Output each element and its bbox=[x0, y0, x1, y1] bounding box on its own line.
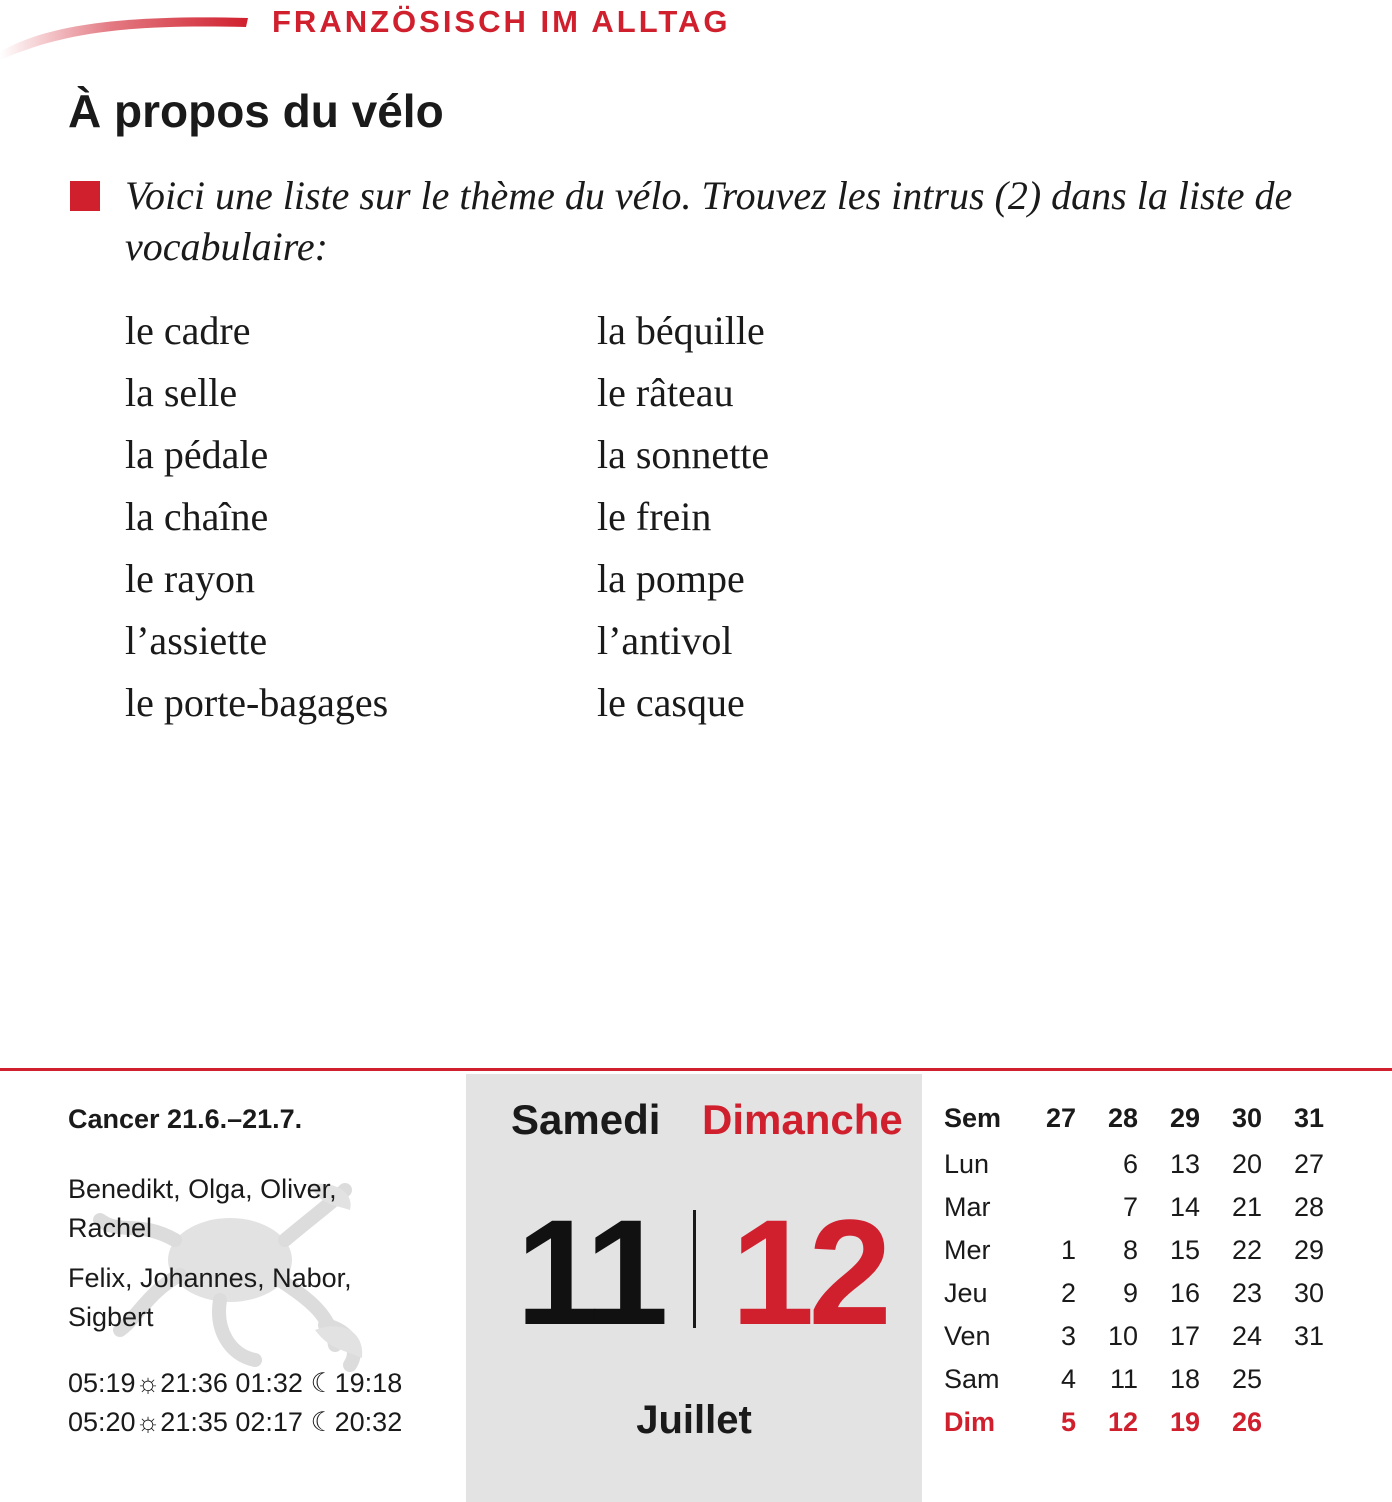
sun-moon-times-sunday: 05:20☼21:35 02:17 ☾20:32 bbox=[68, 1407, 403, 1437]
date-separator bbox=[693, 1210, 696, 1328]
calendar-day: 22 bbox=[1231, 1235, 1262, 1265]
calendar-day: 24 bbox=[1231, 1321, 1262, 1351]
week-label: Sem bbox=[944, 1103, 1002, 1133]
week-number: 28 bbox=[1107, 1103, 1138, 1133]
calendar-day: 28 bbox=[1293, 1192, 1324, 1222]
weekday-label: Sam bbox=[944, 1364, 1000, 1394]
vocab-item: l’assiette bbox=[125, 618, 268, 663]
calendar-row-friday bbox=[944, 1321, 1364, 1364]
calendar-day: 9 bbox=[1122, 1278, 1138, 1308]
mini-calendar bbox=[944, 1103, 1364, 1450]
weekday-label: Mar bbox=[944, 1192, 991, 1222]
vocab-list-left bbox=[125, 305, 388, 739]
header-swoosh bbox=[0, 0, 260, 60]
calendar-day: 29 bbox=[1293, 1235, 1324, 1265]
calendar-row-sunday bbox=[944, 1407, 1364, 1450]
weekday-label: Ven bbox=[944, 1321, 991, 1351]
calendar-day: 11 bbox=[1109, 1364, 1138, 1394]
name-days-sunday: Felix, Johannes, Nabor, Sigbert bbox=[68, 1263, 352, 1332]
calendar-day: 2 bbox=[1060, 1278, 1076, 1308]
calendar-day: 14 bbox=[1169, 1192, 1200, 1222]
week-number: 31 bbox=[1293, 1103, 1324, 1133]
week-number: 30 bbox=[1231, 1103, 1262, 1133]
calendar-day: 23 bbox=[1231, 1278, 1262, 1308]
calendar-day: 18 bbox=[1169, 1364, 1200, 1394]
vocab-item: le râteau bbox=[597, 370, 734, 415]
page-title: À propos du vélo bbox=[68, 85, 444, 137]
vocab-item: la selle bbox=[125, 370, 238, 415]
exercise-instruction: Voici une liste sur le thème du vélo. Trouvez les intrus (2) dans la liste de vocabulaire: bbox=[125, 173, 1293, 269]
calendar-day: 4 bbox=[1060, 1364, 1076, 1394]
calendar-row-monday bbox=[944, 1149, 1364, 1192]
bullet-square bbox=[70, 181, 100, 211]
month-label: Juillet bbox=[636, 1398, 752, 1442]
week-number: 27 bbox=[1045, 1103, 1076, 1133]
weekday-label: Dim bbox=[944, 1407, 996, 1437]
vocab-item: le casque bbox=[597, 680, 745, 725]
calendar-day: 27 bbox=[1293, 1149, 1324, 1179]
vocab-item: la béquille bbox=[597, 308, 765, 353]
sun-moon-times-saturday: 05:19☼21:36 01:32 ☾19:18 bbox=[68, 1368, 403, 1398]
weekday-saturday: Samedi bbox=[511, 1096, 661, 1143]
vocab-item: le rayon bbox=[125, 556, 255, 601]
weekday-label: Mer bbox=[944, 1235, 991, 1265]
calendar-day: 1 bbox=[1060, 1235, 1076, 1265]
calendar-row-thursday bbox=[944, 1278, 1364, 1321]
vocab-item: le porte-bagages bbox=[125, 680, 389, 725]
date-number-saturday: 11 bbox=[516, 1188, 663, 1356]
name-days-saturday: Benedikt, Olga, Oliver, Rachel bbox=[68, 1174, 337, 1243]
date-number-sunday: 12 bbox=[731, 1188, 886, 1356]
calendar-day: 5 bbox=[1060, 1407, 1076, 1437]
weekday-label: Lun bbox=[944, 1149, 990, 1179]
calendar-day: 15 bbox=[1169, 1235, 1200, 1265]
calendar-day: 16 bbox=[1169, 1278, 1200, 1308]
vocab-item: le cadre bbox=[125, 308, 251, 353]
vocab-item: la sonnette bbox=[597, 432, 770, 477]
weekday-label: Jeu bbox=[944, 1278, 988, 1308]
calendar-row-saturday bbox=[944, 1364, 1364, 1407]
vocab-item: l’antivol bbox=[597, 618, 733, 663]
calendar-day: 10 bbox=[1107, 1321, 1138, 1351]
calendar-day: 7 bbox=[1122, 1192, 1138, 1222]
calendar-day: 19 bbox=[1169, 1407, 1200, 1437]
footer-divider bbox=[0, 1068, 1392, 1071]
vocab-item: la pompe bbox=[597, 556, 745, 601]
week-number: 29 bbox=[1169, 1103, 1200, 1133]
calendar-day: 21 bbox=[1231, 1192, 1262, 1222]
calendar-day: 12 bbox=[1107, 1407, 1138, 1437]
calendar-day: 3 bbox=[1060, 1321, 1076, 1351]
calendar-day: 31 bbox=[1293, 1321, 1324, 1351]
calendar-day: 20 bbox=[1231, 1149, 1262, 1179]
calendar-day: 8 bbox=[1122, 1235, 1138, 1265]
calendar-day: 13 bbox=[1169, 1149, 1200, 1179]
calendar-day: 26 bbox=[1231, 1407, 1262, 1437]
date-panel bbox=[466, 1074, 922, 1502]
calendar-day: 6 bbox=[1122, 1149, 1138, 1179]
section-title: FRANZÖSISCH IM ALLTAG bbox=[272, 4, 731, 39]
calendar-row-wednesday bbox=[944, 1235, 1364, 1278]
vocab-item: le frein bbox=[597, 494, 712, 539]
zodiac-label: Cancer 21.6.–21.7. bbox=[68, 1104, 303, 1134]
vocab-item: la chaîne bbox=[125, 494, 269, 539]
calendar-day: 30 bbox=[1293, 1278, 1324, 1308]
calendar-day: 17 bbox=[1169, 1321, 1200, 1351]
weekday-sunday: Dimanche bbox=[702, 1096, 903, 1143]
vocab-list-right bbox=[597, 305, 769, 739]
calendar-row-tuesday bbox=[944, 1192, 1364, 1235]
calendar-day: 25 bbox=[1231, 1364, 1262, 1394]
vocab-item: la pédale bbox=[125, 432, 269, 477]
calendar-week-header bbox=[944, 1103, 1364, 1149]
